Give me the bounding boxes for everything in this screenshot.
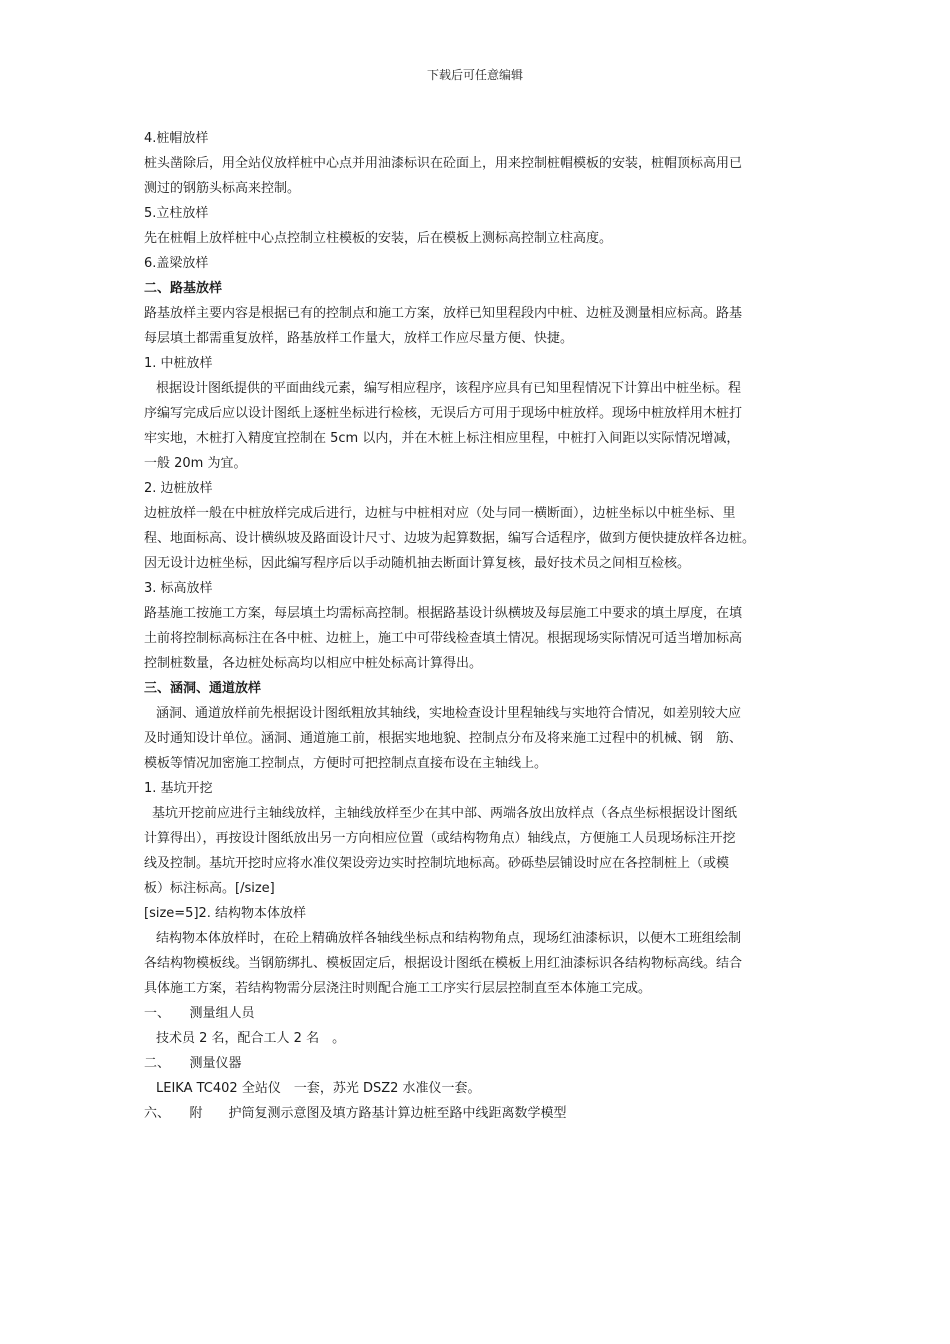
document-body [144, 126, 834, 1126]
text-line: 一般 20m 为宜。 [144, 456, 247, 471]
text-line: 技术员 2 名，配合工人 2 名 。 [156, 1031, 346, 1046]
text-line: 1. 基坑开挖 [144, 781, 213, 796]
text-line: 二、 测量仪器 [144, 1056, 242, 1071]
text-line: 线及控制。基坑开挖时应将水准仪架设旁边实时控制坑地标高。砂砾垫层铺设时应在各控制桩上（或模 [144, 856, 730, 871]
section-heading: 二、路基放样 [144, 281, 223, 296]
text-line: 6.盖梁放样 [144, 256, 209, 271]
text-line: 土前将控制标高标注在各中桩、边桩上，施工中可带线检查填土情况。根据现场实际情况可适当增加标高 [144, 631, 743, 646]
text-line: [size=5]2. 结构物本体放样 [144, 906, 307, 921]
text-line: 模板等情况加密施工控制点，方便时可把控制点直接布设在主轴线上。 [144, 756, 548, 771]
text-line: 六、 附 护筒复测示意图及填方路基计算边桩至路中线距离数学模型 [144, 1106, 567, 1121]
text-line: 5.立柱放样 [144, 206, 209, 221]
text-line: 边桩放样一般在中桩放样完成后进行，边桩与中桩相对应（处与同一横断面），边桩坐标以中桩坐标、里 [144, 506, 736, 521]
text-line: 桩头凿除后，用全站仪放样桩中心点并用油漆标识在砼面上，用来控制桩帽模板的安装，桩帽顶标高用已 [144, 156, 743, 171]
text-line: 测过的钢筋头标高来控制。 [144, 181, 301, 196]
text-line: LEIKA TC402 全站仪 一套，苏光 DSZ2 水准仪一套。 [156, 1081, 481, 1096]
text-line: 根据设计图纸提供的平面曲线元素，编写相应程序，该程序应具有已知里程情况下计算出中桩坐标。程 [156, 381, 742, 396]
text-line: 结构物本体放样时，在砼上精确放样各轴线坐标点和结构物角点，现场红油漆标识，以便木工班组绘制 [156, 931, 742, 946]
text-line: 先在桩帽上放样桩中心点控制立柱模板的安装，后在模板上测标高控制立柱高度。 [144, 231, 613, 246]
text-line: 程、地面标高、设计横纵坡及路面设计尺寸、边坡为起算数据，编写合适程序，做到方便快捷放样各边桩。 [144, 531, 756, 546]
text-line: 2. 边桩放样 [144, 481, 213, 496]
text-line: 基坑开挖前应进行主轴线放样，主轴线放样至少在其中部、两端各放出放样点（各点坐标根据设计图纸 [152, 806, 738, 821]
text-line: 涵洞、通道放样前先根据设计图纸粗放其轴线，实地检查设计里程轴线与实地符合情况，如差别较大应 [156, 706, 742, 721]
text-line: 路基放样主要内容是根据已有的控制点和施工方案，放样已知里程段内中桩、边桩及测量相应标高。路基 [144, 306, 743, 321]
text-line: 路基施工按施工方案，每层填土均需标高控制。根据路基设计纵横坡及每层施工中要求的填土厚度，在填 [144, 606, 743, 621]
text-line: 一、 测量组人员 [144, 1006, 255, 1021]
text-line: 1. 中桩放样 [144, 356, 213, 371]
page-header: 下载后可任意编辑 [426, 68, 523, 82]
text-line: 每层填土都需重复放样，路基放样工作量大，放样工作应尽量方便、快捷。 [144, 331, 574, 346]
text-line: 具体施工方案，若结构物需分层浇注时则配合施工工序实行层层控制直至本体施工完成。 [144, 981, 652, 996]
text-line: 4.桩帽放样 [144, 131, 209, 146]
text-line: 牢实地，木桩打入精度宜控制在 5cm 以内，并在木桩上标注相应里程，中桩打入间距以实际情况增减， [144, 431, 740, 446]
text-line: 及时通知设计单位。涵洞、通道施工前，根据实地地貌、控制点分布及将来施工过程中的机械、钢 筋、 [144, 731, 743, 746]
text-line: 控制桩数量，各边桩处标高均以相应中桩处标高计算得出。 [144, 656, 483, 671]
section-heading: 三、涵洞、通道放样 [144, 681, 262, 696]
text-line: 序编写完成后应以设计图纸上逐桩坐标进行检核，无误后方可用于现场中桩放样。现场中桩放样用木桩打 [144, 406, 743, 421]
text-line: 因无设计边桩坐标，因此编写程序后以手动随机抽去断面计算复核，最好技术员之间相互检核。 [144, 556, 691, 571]
text-line: 3. 标高放样 [144, 581, 213, 596]
text-line: 各结构物模板线。当钢筋绑扎、模板固定后，根据设计图纸在模板上用红油漆标识各结构物标高线。结合 [144, 956, 743, 971]
text-line: 计算得出），再按设计图纸放出另一方向相应位置（或结构物角点）轴线点，方便施工人员现场标注开挖 [144, 831, 736, 846]
text-line: 板）标注标高。[/size] [144, 881, 275, 896]
